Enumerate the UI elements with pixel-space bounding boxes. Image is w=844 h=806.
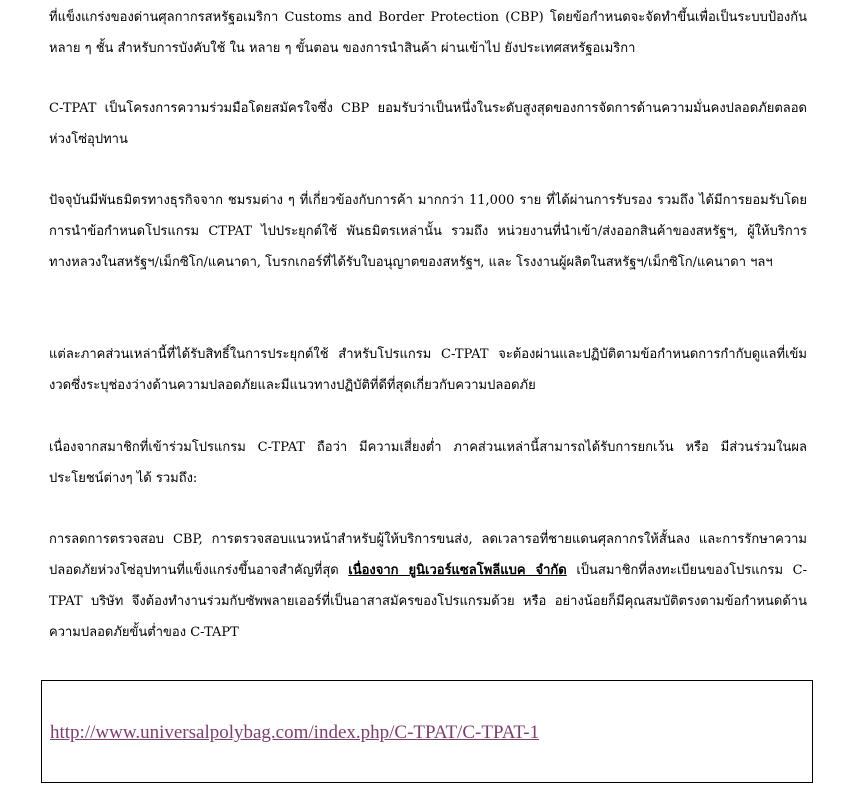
- paragraph-company-text-after: เป็นสมาชิกที่ลงทะเบียนของโปรแกรม C-TPAT บริษัท จึงต้องทำงานร่วมกับซัพพลายเออร์ที่เป็นอาสาสมัครของโปรแกรมด้วย หรือ อย่างน้อยก็มีคุณสมบัติตรงตามข้อกำหนดด้านความปลอดภัยขั้นต่ำของ C-TAPT: [49, 563, 808, 640]
- reference-url-link[interactable]: http://www.universalpolybag.com/index.php/C-TPAT/C-TPAT-1: [50, 722, 540, 743]
- paragraph-business-partners: ปัจจุบันมีพันธมิตรทางธุรกิจจาก ชมรมต่าง ๆ ที่เกี่ยวข้องกับการค้า มากกว่า 11,000 ราย ที่ได้ผ่านการรับรอง รวมถึง ได้มีการยอมรับโดยการนำข้อกำหนดโปรแกรม CTPAT ไปประยุกต์ใช้ พันธมิตรเหล่านั้น รวมถึง หน่วยงานที่นำเข้า/ส่งออกสินค้าของสหรัฐฯ, ผู้ให้บริการทางหลวงในสหรัฐฯ/เม็กซิโก/แคนาดา, โบรกเกอร์ที่ได้รับใบอนุญาตของสหรัฐฯ, และ โรงงานผู้ผลิตในสหรัฐฯ/เม็กซิโก/แคนาดา ฯลฯ: [49, 193, 807, 270]
- paragraph-member-benefits: เนื่องจากสมาชิกที่เข้าร่วมโปรแกรม C-TPAT ถือว่า มีความเสี่ยงต่ำ ภาคส่วนเหล่านี้สามารถได้รับการยกเว้น หรือ มีส่วนร่วมในผลประโยชน์ต่างๆ ได้ รวมถึง:: [49, 440, 807, 486]
- paragraph-cbp-intro: ที่แข็งแกร่งของด่านศุลกากรสหรัฐอเมริกา Customs and Border Protection (CBP) โดยข้อกำหนดจะจัดทำขึ้นเพื่อเป็นระบบป้องกันหลาย ๆ ชั้น สำหรับการบังคับใช้ ใน หลาย ๆ ขั้นตอน ของการนำสินค้า ผ่านเข้าไป ยังประเทศสหรัฐอเมริกา: [49, 10, 807, 56]
- company-name-highlight: เนื่องจาก ยูนิเวอร์แซลโพลีแบค จำกัด: [348, 563, 567, 578]
- paragraph-company-membership: [49, 524, 807, 648]
- paragraph-sector-requirements: แต่ละภาคส่วนเหล่านี้ที่ได้รับสิทธิ์ในการประยุกต์ใช้ สำหรับโปรแกรม C-TPAT จะต้องผ่านและปฏิบัติตามข้อกำหนดการกำกับดูแลที่เข้มงวดซึ่งระบุช่องว่างด้านความปลอดภัยและมีแนวทางปฏิบัติที่ดีที่สุดเกี่ยวกับความปลอดภัย: [49, 347, 807, 393]
- paragraph-ctpat-definition: C-TPAT เป็นโครงการความร่วมมือโดยสมัครใจซึ่ง CBP ยอมรับว่าเป็นหนึ่งในระดับสูงสุดของการจัดการด้านความมั่นคงปลอดภัยตลอดห่วงโซ่อุปทาน: [49, 101, 807, 147]
- reference-link-box: [41, 680, 813, 783]
- paragraph-company-text-before: การลดการตรวจสอบ CBP, การตรวจสอบแนวหน้าสำหรับผู้ให้บริการขนส่ง, ลดเวลารอที่ชายแดนศุลกากรให้สั้นลง และการรักษาความปลอดภัยห่วงโซ่อุปทานที่แข็งแกร่งขึ้นอาจสำคัญที่สุด: [49, 532, 807, 578]
